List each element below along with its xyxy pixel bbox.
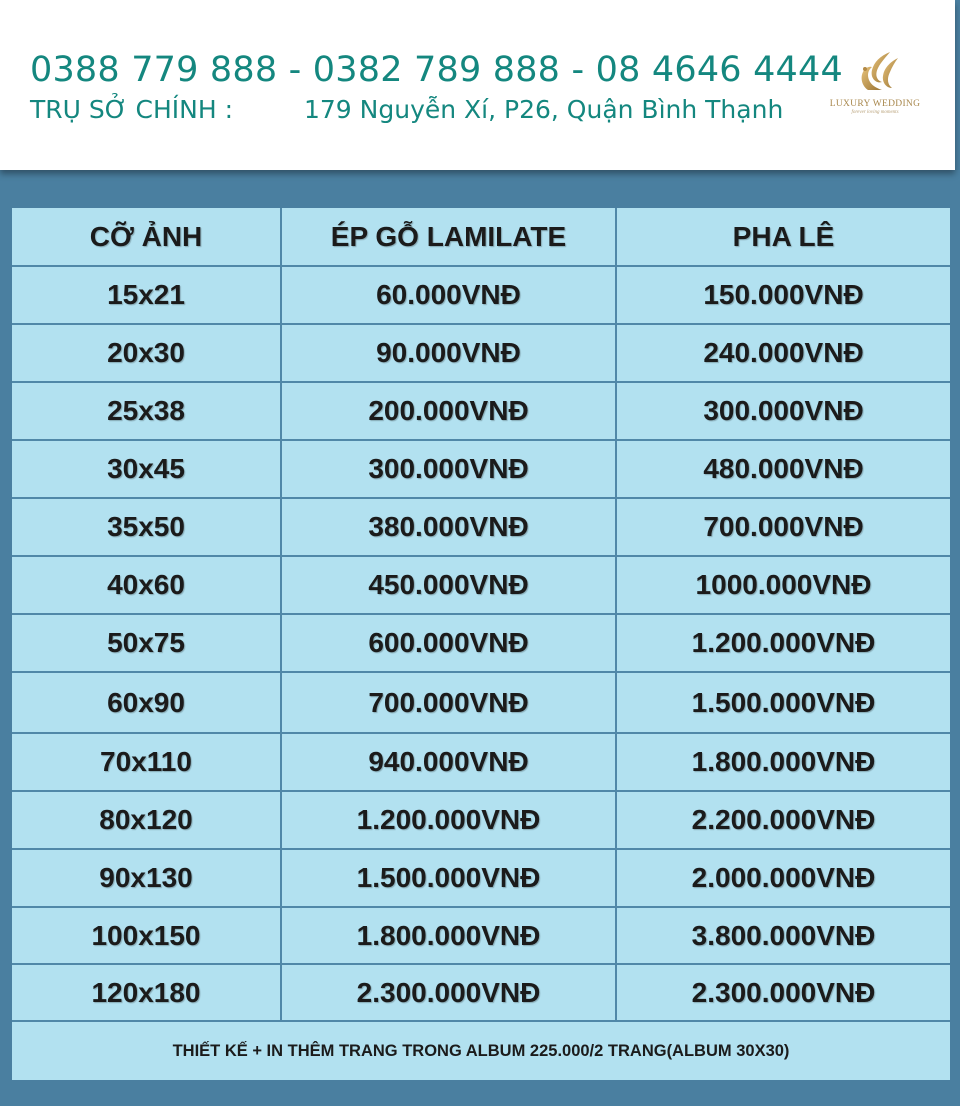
table-row bbox=[12, 792, 950, 850]
address-value: 179 Nguyễn Xí, P26, Quận Bình Thạnh bbox=[304, 95, 784, 124]
column-header-size: CỠ ẢNH bbox=[12, 208, 282, 265]
crystal-price-cell: 2.300.000VNĐ bbox=[691, 976, 876, 1008]
size-cell: 70x110 bbox=[12, 734, 282, 790]
laminate-price-cell: 1.200.000VNĐ bbox=[282, 792, 617, 848]
table-row bbox=[12, 267, 950, 325]
crystal-price-cell: 150.000VNĐ bbox=[703, 279, 864, 310]
table-row bbox=[12, 383, 950, 441]
table-row bbox=[12, 325, 950, 383]
table-row bbox=[12, 908, 950, 965]
table-row bbox=[12, 499, 950, 557]
size-cell: 50x75 bbox=[12, 615, 282, 671]
table-header-row bbox=[12, 208, 950, 267]
laminate-price-cell: 450.000VNĐ bbox=[282, 557, 617, 613]
size-cell: 120x180 bbox=[12, 965, 282, 1020]
column-header-crystal: PHA LÊ bbox=[732, 220, 835, 252]
laminate-price-cell: 1.500.000VNĐ bbox=[282, 850, 617, 906]
album-extra-page-note: THIẾT KẾ + IN THÊM TRANG TRONG ALBUM 225.000/2 TRANG(ALBUM 30X30) bbox=[172, 1041, 790, 1060]
logo-tagline: forever loving moments bbox=[851, 110, 899, 115]
table-row bbox=[12, 734, 950, 792]
laminate-price-cell: 1.800.000VNĐ bbox=[282, 908, 617, 963]
size-cell: 20x30 bbox=[12, 325, 282, 381]
table-row bbox=[12, 673, 950, 734]
crystal-price-cell: 1.800.000VNĐ bbox=[691, 746, 876, 777]
laminate-price-cell: 700.000VNĐ bbox=[282, 673, 617, 732]
size-cell: 80x120 bbox=[12, 792, 282, 848]
table-row bbox=[12, 557, 950, 615]
laminate-price-cell: 2.300.000VNĐ bbox=[282, 965, 617, 1020]
crystal-price-cell: 1.500.000VNĐ bbox=[691, 686, 876, 718]
size-cell: 40x60 bbox=[12, 557, 282, 613]
crystal-price-cell: 300.000VNĐ bbox=[703, 395, 864, 426]
table-row bbox=[12, 615, 950, 673]
laminate-price-cell: 600.000VNĐ bbox=[282, 615, 617, 671]
size-cell: 30x45 bbox=[12, 441, 282, 497]
hotline-numbers: 0388 779 888 - 0382 789 888 - 08 4646 4444 bbox=[30, 50, 843, 90]
laminate-price-cell: 200.000VNĐ bbox=[282, 383, 617, 439]
crystal-price-cell: 2.000.000VNĐ bbox=[691, 862, 876, 893]
swan-logo-icon bbox=[850, 50, 902, 98]
table-row bbox=[12, 965, 950, 1022]
crystal-price-cell: 240.000VNĐ bbox=[703, 337, 864, 368]
laminate-price-cell: 380.000VNĐ bbox=[282, 499, 617, 555]
logo-text: LUXURY WEDDING bbox=[829, 99, 921, 109]
laminate-price-cell: 940.000VNĐ bbox=[282, 734, 617, 790]
address-label: TRỤ SỞ CHÍNH : bbox=[30, 95, 234, 124]
column-header-laminate: ÉP GỖ LAMILATE bbox=[282, 208, 617, 265]
header-banner bbox=[0, 0, 955, 170]
laminate-price-cell: 60.000VNĐ bbox=[282, 267, 617, 323]
laminate-price-cell: 300.000VNĐ bbox=[282, 441, 617, 497]
size-cell: 90x130 bbox=[12, 850, 282, 906]
price-table bbox=[12, 208, 950, 1080]
table-row bbox=[12, 441, 950, 499]
crystal-price-cell: 480.000VNĐ bbox=[703, 453, 864, 484]
size-cell: 100x150 bbox=[12, 908, 282, 963]
crystal-price-cell: 1.200.000VNĐ bbox=[691, 627, 876, 658]
crystal-price-cell: 700.000VNĐ bbox=[703, 511, 864, 542]
table-row bbox=[12, 850, 950, 908]
crystal-price-cell: 1000.000VNĐ bbox=[695, 569, 872, 600]
crystal-price-cell: 3.800.000VNĐ bbox=[691, 919, 876, 951]
size-cell: 35x50 bbox=[12, 499, 282, 555]
size-cell: 60x90 bbox=[12, 673, 282, 732]
size-cell: 25x38 bbox=[12, 383, 282, 439]
laminate-price-cell: 90.000VNĐ bbox=[282, 325, 617, 381]
size-cell: 15x21 bbox=[12, 267, 282, 323]
luxury-wedding-logo bbox=[822, 50, 928, 122]
crystal-price-cell: 2.200.000VNĐ bbox=[691, 804, 876, 835]
